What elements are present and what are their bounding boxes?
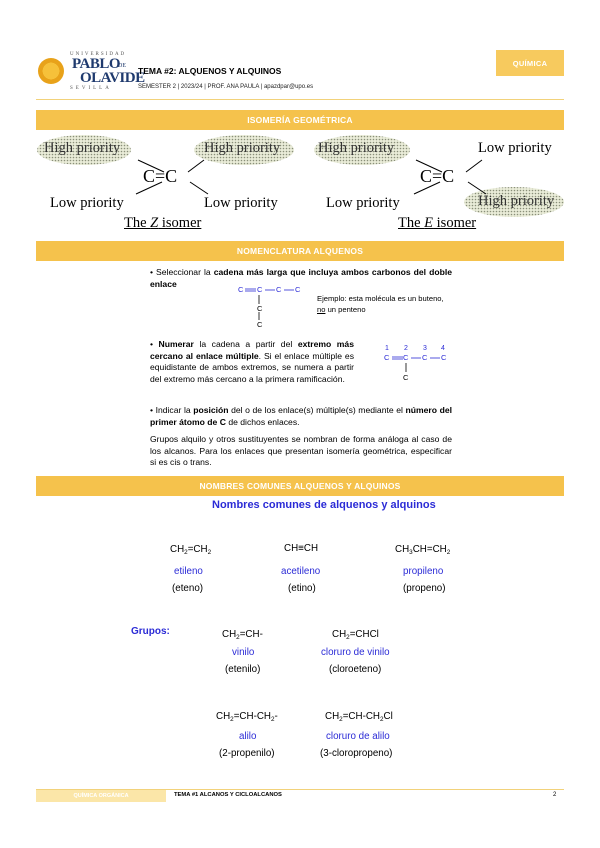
chain-number-3: 3 — [423, 345, 427, 352]
page-number: 2 — [553, 792, 557, 798]
name-propylene: propileno — [403, 566, 444, 577]
common-names-title: Nombres comunes de alquenos y alquinos — [212, 499, 436, 511]
topic-title: TEMA #2: ALQUENOS Y ALQUINOS — [138, 66, 282, 76]
e-low-priority-left: Low priority — [326, 195, 400, 211]
footer-subject: QUÍMICA ORGÁNICA — [36, 790, 166, 802]
e-isomer-caption: The E isomer — [398, 215, 477, 231]
logo-sun-icon — [38, 58, 64, 84]
formula-ethylene: $CH_2=CH_2$ — [170, 544, 212, 556]
section-bar-isomeria: ISOMERÍA GEOMÉTRICA — [36, 110, 564, 130]
course-info: SEMESTER 2 | 2023/24 | PROF. ANA PAULA | apazdpar@upo.es — [138, 84, 314, 90]
chain-atom: C — [238, 285, 244, 294]
z-low-priority-right: Low priority — [204, 195, 278, 211]
chain-atom: C — [295, 285, 301, 294]
chain-atom: C — [384, 353, 390, 362]
e-low-priority-right: Low priority — [478, 140, 552, 156]
z-isomer-caption: The Z isomer — [124, 215, 202, 231]
formula-allyl-chloride: $CH_2=CH-CH_2Cl$ — [325, 711, 393, 723]
rule-position: • Indicar la posición del o de los enlace(s) múltiple(s) mediante el número del primer átomo de C de dichos enlaces. — [150, 405, 452, 427]
iupac-vinyl: (etenilo) — [225, 664, 261, 675]
name-allyl-chloride: cloruro de alilo — [326, 731, 390, 742]
name-vinyl: vinilo — [232, 647, 255, 658]
chain-atom: C — [257, 320, 263, 329]
chain-atom: C — [276, 285, 282, 294]
e-double-bond: C=C — [420, 166, 455, 186]
chain-atom: C — [403, 373, 409, 382]
name-vinyl-chloride: cloruro de vinilo — [321, 647, 390, 658]
section-bar-nomenclatura: NOMENCLATURA ALQUENOS — [36, 241, 564, 261]
iupac-allyl: (2-propenilo) — [219, 748, 275, 759]
iupac-vinyl-chloride: (cloroeteno) — [329, 664, 382, 675]
rule-longest-chain: • Seleccionar la cadena más larga que incluya ambos carbonos del doble enlace — [150, 267, 453, 289]
formula-acetylene: CH≡CH — [284, 543, 319, 554]
logo-city-text: SEVILLA — [70, 86, 112, 91]
name-allyl: alilo — [239, 731, 257, 742]
chain-atom: C — [422, 353, 428, 362]
name-acetylene: acetileno — [281, 566, 321, 577]
logo-name-olavide: OLAVIDE — [80, 70, 145, 86]
iupac-ethylene: (eteno) — [172, 583, 204, 594]
logo-name-pablo: PABLO — [72, 56, 121, 72]
z-double-bond: C=C — [143, 166, 178, 186]
name-ethylene: etileno — [174, 566, 203, 577]
chain-number-2: 2 — [404, 345, 408, 352]
e-high-priority-left: High priority — [318, 140, 395, 156]
chain-atom: C — [257, 285, 263, 294]
example-note: Ejemplo: esta molécula es un buteno, no un penteno — [317, 294, 444, 314]
formula-propylene: $CH_3CH=CH_2$ — [395, 544, 451, 556]
chain-atom: C — [441, 353, 447, 362]
formula-vinyl: $CH_2=CH-$ — [222, 629, 263, 641]
formula-allyl: $CH_2=CH-CH_2-$ — [216, 711, 278, 723]
chain-atom: C — [403, 353, 409, 362]
logo-university-text: UNIVERSIDAD — [70, 52, 127, 57]
iupac-acetylene: (etino) — [288, 583, 316, 594]
e-high-priority-right: High priority — [478, 193, 555, 209]
formula-vinyl-chloride: $CH_2=CHCl$ — [332, 629, 379, 641]
butene-chain-diagram — [236, 282, 304, 332]
groups-label: Grupos: — [131, 626, 170, 637]
rule-substituents: Grupos alquilo y otros sustituyentes se nombran de forma análoga al caso de los alcanos. Para los enlaces que presentan isomería geométrica, especificar si es cis o trans. — [150, 434, 452, 468]
logo-de: DE — [118, 63, 126, 69]
z-high-priority-right: High priority — [204, 140, 281, 156]
chain-number-4: 4 — [441, 345, 445, 352]
z-low-priority-left: Low priority — [50, 195, 124, 211]
subject-badge: QUÍMICA — [496, 50, 564, 76]
iupac-propylene: (propeno) — [403, 583, 446, 594]
z-high-priority-left: High priority — [44, 140, 121, 156]
section-bar-nombres: NOMBRES COMUNES ALQUENOS Y ALQUINOS — [36, 476, 564, 496]
chain-number-1: 1 — [385, 345, 389, 352]
chain-atom: C — [257, 304, 263, 313]
header-divider — [36, 99, 564, 100]
iupac-allyl-chloride: (3-cloropropeno) — [320, 748, 393, 759]
footer-topic: TEMA #1 ALCANOS Y CICLOALCANOS — [174, 792, 282, 798]
rule-numbering: • Numerar la cadena a partir del extremo más cercano al enlace múltiple. Si el enlace múltiple es equidistante de ambos extremos, se numera a partir del extremo más cercano a la primera ramificación. — [150, 339, 354, 384]
